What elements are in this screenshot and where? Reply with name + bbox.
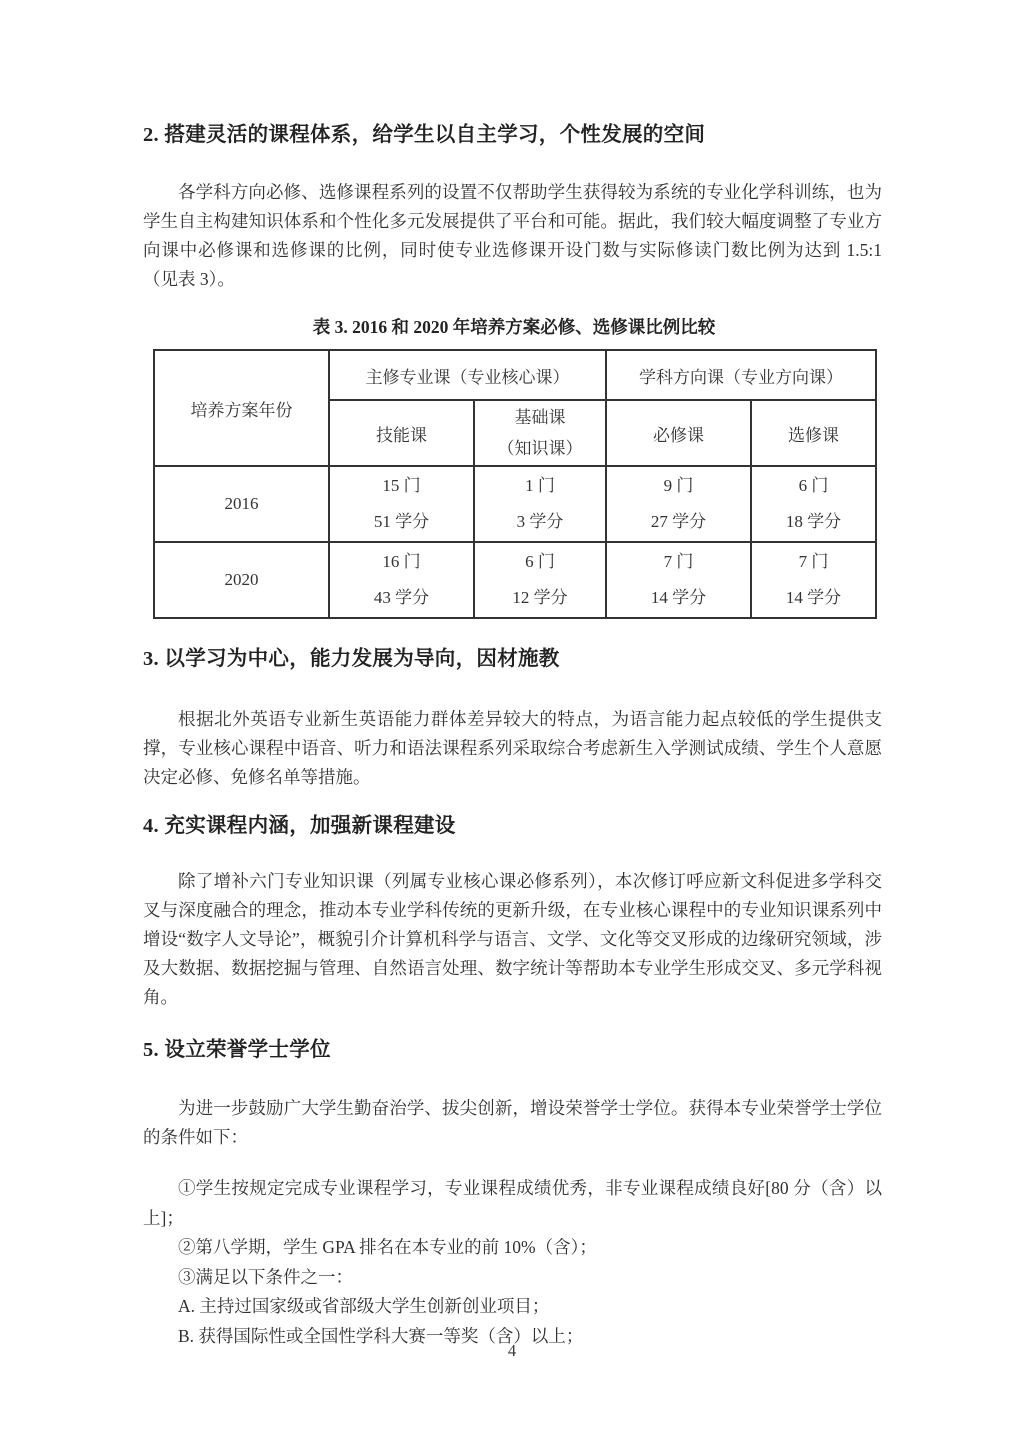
table-subheader-foundation-line2: （知识课） xyxy=(497,439,583,458)
data-cell xyxy=(474,466,606,542)
table-subheader-foundation-line1: 基础课 xyxy=(514,408,566,427)
table-row-2020 xyxy=(154,542,876,618)
condition-item-1: ①学生按规定完成专业课程学习，专业课程成绩优秀，非专业课程成绩良好[80 分（含）以上]； xyxy=(143,1178,882,1228)
page-number: 4 xyxy=(507,1341,517,1360)
section-4-heading: 4. 充实课程内涵，加强新课程建设 xyxy=(143,815,456,837)
cell-credits: 18 学分 xyxy=(785,512,842,531)
cell-credits: 12 学分 xyxy=(512,588,568,607)
table-subheader-foundation xyxy=(474,400,606,466)
cell-credits: 14 学分 xyxy=(785,588,842,607)
table-header-group-row xyxy=(154,350,876,400)
cell-courses: 15 门 xyxy=(382,476,421,495)
data-cell xyxy=(606,542,751,618)
cell-credits: 3 学分 xyxy=(516,512,564,531)
section-5-paragraph: 为进一步鼓励广大学生勤奋治学、拔尖创新，增设荣誉学士学位。获得本专业荣誉学士学位的条件如下： xyxy=(143,1098,882,1147)
cell-credits: 14 学分 xyxy=(650,588,707,607)
honor-degree-conditions-list xyxy=(143,1174,882,1351)
course-ratio-table xyxy=(153,349,877,619)
cell-courses: 9 门 xyxy=(663,476,694,495)
table-subheader-elective: 选修课 xyxy=(751,400,876,466)
data-cell xyxy=(751,542,876,618)
cell-courses: 7 门 xyxy=(798,552,829,571)
section-5-heading: 5. 设立荣誉学士学位 xyxy=(143,1039,331,1061)
cell-courses: 6 门 xyxy=(798,476,829,495)
data-cell xyxy=(329,466,474,542)
section-2-paragraph: 各学科方向必修、选修课程系列的设置不仅帮助学生获得较为系统的专业化学科训练，也为学生自主构建知识体系和个性化多元发展提供了平台和可能。据此，我们较大幅度调整了专业方向课中必修课和选修课的比例，同时使专业选修课开设门数与实际修读门数比例为达到 1.5:1（见表 3）。 xyxy=(143,182,882,289)
section-3-paragraph: 根据北外英语专业新生英语能力群体差异较大的特点，为语言能力起点较低的学生提供支撑，专业核心课程中语音、听力和语法课程系列采取综合考虑新生入学测试成绩、学生个人意愿决定必修、免修名单等措施。 xyxy=(143,709,882,787)
data-cell xyxy=(329,542,474,618)
data-cell xyxy=(751,466,876,542)
cell-credits: 51 学分 xyxy=(373,512,430,531)
data-cell xyxy=(606,466,751,542)
table-header-group-direction: 学科方向课（专业方向课） xyxy=(606,350,876,400)
cell-courses: 16 门 xyxy=(382,552,421,571)
table-subheader-skill: 技能课 xyxy=(329,400,474,466)
condition-item-3: ③满足以下条件之一： xyxy=(178,1266,353,1287)
cell-courses: 7 门 xyxy=(663,552,694,571)
cell-courses: 6 门 xyxy=(525,552,555,571)
year-cell: 2016 xyxy=(154,466,329,542)
cell-courses: 1 门 xyxy=(525,476,555,495)
year-cell: 2020 xyxy=(154,542,329,618)
cell-credits: 27 学分 xyxy=(650,512,707,531)
table-row-2016 xyxy=(154,466,876,542)
cell-credits: 43 学分 xyxy=(373,588,430,607)
table-header-group-core: 主修专业课（专业核心课） xyxy=(329,350,606,400)
page-content xyxy=(143,122,882,1351)
section-3-heading: 3. 以学习为中心，能力发展为导向，因材施教 xyxy=(143,648,560,670)
data-cell xyxy=(474,542,606,618)
table-header-year: 培养方案年份 xyxy=(154,350,329,466)
condition-item-3a: A. 主持过国家级或省部级大学生创新创业项目； xyxy=(178,1296,550,1316)
table-caption: 表 3. 2016 和 2020 年培养方案必修、选修课比例比较 xyxy=(312,317,716,337)
section-4-paragraph: 除了增补六门专业知识课（列属专业核心课必修系列），本次修订呼应新文科促进多学科交叉与深度融合的理念，推动本专业学科传统的更新升级，在专业核心课程中的专业知识课系列中增设“数字人文导论”，概貌引介计算机科学与语言、文学、文化等交叉形成的边缘研究领域，涉及大数据、数据挖掘与管理、自然语言处理、数字统计等帮助本专业学生形成交叉、多元学科视角。 xyxy=(143,871,882,1007)
section-2-heading: 2. 搭建灵活的课程体系，给学生以自主学习，个性发展的空间 xyxy=(143,124,706,146)
condition-item-2: ②第八学期，学生 GPA 排名在本专业的前 10%（含）； xyxy=(178,1237,597,1257)
table-subheader-required: 必修课 xyxy=(606,400,751,466)
condition-item-3b: B. 获得国际性或全国性学科大赛一等奖（含）以上； xyxy=(178,1325,584,1346)
